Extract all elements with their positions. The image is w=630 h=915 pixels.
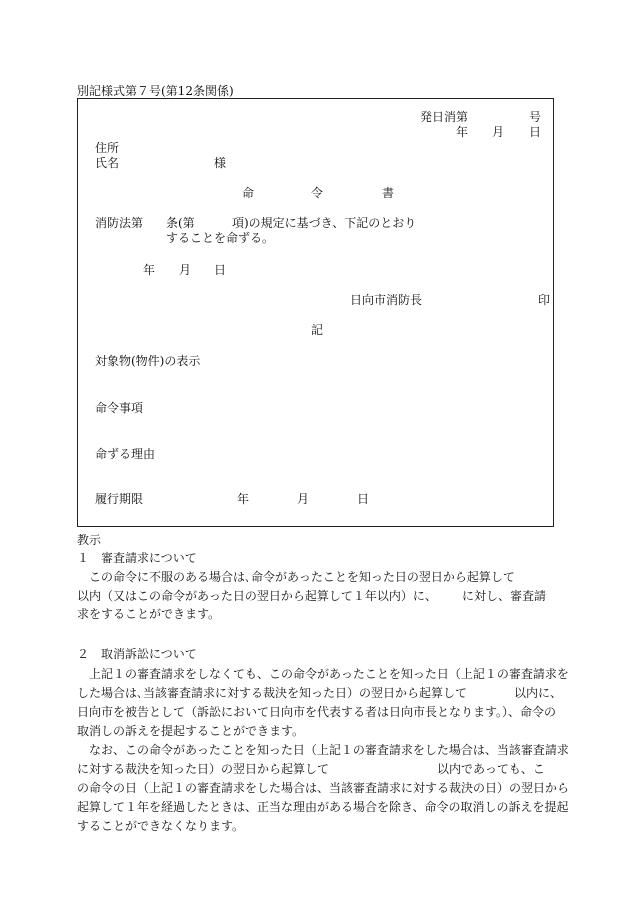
section-2-line-5: なお、この命令があったことを知った日（上記１の審査請求をした場合は、当該審査請求 bbox=[89, 743, 569, 757]
section-2-title: ２ 取消訴訟について bbox=[77, 647, 197, 661]
deadline-month: 月 bbox=[297, 492, 310, 506]
section-2-line-8: 起算して１年を経過したときは、正当な理由がある場合を除き、命令の取消しの訴えを提起 bbox=[77, 800, 569, 814]
name-label: 氏名 bbox=[95, 156, 120, 170]
law-clause: 項)の規定に基づき、下記のとおり bbox=[232, 216, 417, 230]
title-char-2: 令 bbox=[311, 186, 324, 200]
deadline-day: 日 bbox=[357, 492, 370, 506]
section-2-line-1: 上記１の審査請求をしなくても、この命令があったことを知った日（上記１の審査請求を bbox=[89, 667, 569, 681]
section-2-line-9: することができなくなります。 bbox=[77, 819, 245, 833]
title-char-3: 書 bbox=[382, 186, 395, 200]
section-2-line-6b: 以内であっても、こ bbox=[437, 762, 545, 776]
issue-date-year: 年 bbox=[143, 263, 156, 277]
field-deadline: 履行期限 bbox=[95, 492, 144, 506]
issuer-number-suffix: 号 bbox=[529, 110, 542, 124]
issue-date-month: 月 bbox=[179, 263, 192, 277]
deadline-year: 年 bbox=[237, 492, 250, 506]
field-object: 対象物(物件)の表示 bbox=[95, 354, 201, 368]
section-1-title: １ 審査請求について bbox=[77, 551, 197, 565]
field-order: 命令事項 bbox=[95, 401, 144, 415]
field-reason: 命ずる理由 bbox=[95, 447, 156, 461]
section-1-line-1: この命令に不服のある場合は､命令があったことを知った日の翌日から起算して bbox=[89, 570, 515, 584]
section-2-line-4: 取消しの訴えを提起することができます。 bbox=[77, 724, 305, 738]
issuer-title: 日向市消防長 bbox=[350, 293, 423, 307]
form-label: 別記様式第７号(第12条関係) bbox=[77, 84, 234, 98]
issuer-number-prefix: 発日消第 bbox=[420, 110, 469, 124]
law-prefix: 消防法第 bbox=[95, 216, 144, 230]
law-article: 条(第 bbox=[166, 216, 195, 230]
section-2-line-2a: した場合は､当該審査請求に対する裁決を知った日）の翌日から起算して bbox=[77, 686, 468, 700]
seal-mark: 印 bbox=[538, 293, 551, 307]
header-date-year: 年 bbox=[456, 125, 469, 139]
section-1-line-2a: 以内（又はこの命令があった日の翌日から起算して１年以内）に、 bbox=[77, 589, 437, 603]
issue-date-day: 日 bbox=[214, 263, 227, 277]
honorific: 様 bbox=[214, 156, 227, 170]
section-2-line-6a: に対する裁決を知った日）の翌日から起算して bbox=[77, 762, 330, 776]
section-2-line-3: 日向市を被告として（訴訟において日向市を代表する者は日向市長となります。）、命令の bbox=[77, 705, 557, 719]
header-date-month: 月 bbox=[492, 125, 505, 139]
ki-heading: 記 bbox=[311, 323, 324, 337]
order-form-box bbox=[77, 98, 554, 527]
section-2-line-2b: 以内に、 bbox=[514, 686, 563, 700]
section-1-line-3: 求をすることができます。 bbox=[77, 607, 221, 621]
header-date-day: 日 bbox=[529, 125, 542, 139]
order-statement: することを命ずる。 bbox=[166, 231, 275, 245]
address-label: 住所 bbox=[95, 141, 120, 155]
section-2-line-7: の命令の日（上記１の審査請求をした場合は、当該審査請求に対する裁決の日）の翌日から bbox=[77, 781, 570, 795]
notice-heading: 教示 bbox=[77, 533, 102, 547]
title-char-1: 命 bbox=[242, 186, 255, 200]
section-1-line-2b: に対し、審査請 bbox=[462, 589, 547, 603]
